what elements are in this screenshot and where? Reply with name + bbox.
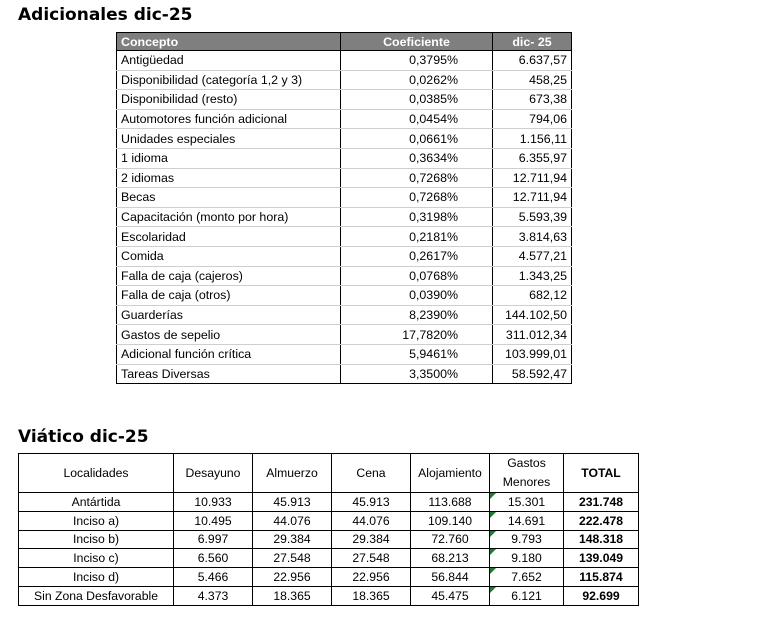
cell-importe: 3.814,63 xyxy=(493,227,572,247)
cell-concepto: Capacitación (monto por hora) xyxy=(117,207,341,227)
header-localidades: Localidades xyxy=(19,454,174,493)
cell-concepto: Becas xyxy=(117,188,341,208)
cell-importe: 1.343,25 xyxy=(493,266,572,286)
cell-total: 231.748 xyxy=(564,493,639,512)
cell-value: 15.301 xyxy=(507,494,546,509)
header-concepto: Concepto xyxy=(117,33,341,51)
cell-coeficiente: 8,2390% xyxy=(341,305,493,325)
cell-concepto: Antigüedad xyxy=(117,51,341,71)
cell-cena: 45.913 xyxy=(332,493,411,512)
cell-concepto: 1 idioma xyxy=(117,148,341,168)
cell-concepto: Unidades especiales xyxy=(117,129,341,149)
cell-concepto: Comida xyxy=(117,246,341,266)
cell-coeficiente: 0,2617% xyxy=(341,246,493,266)
table-row xyxy=(117,305,572,325)
cell-concepto: Gastos de sepelio xyxy=(117,325,341,345)
cell-cena: 29.384 xyxy=(332,530,411,549)
comment-indicator-icon xyxy=(490,493,496,499)
table-row xyxy=(19,511,639,530)
table-row xyxy=(19,493,639,512)
cell-total: 115.874 xyxy=(564,568,639,587)
cell-importe: 673,38 xyxy=(493,90,572,110)
header-total: TOTAL xyxy=(564,454,639,493)
table-row xyxy=(117,325,572,345)
adicionales-body xyxy=(117,51,572,384)
header-almuerzo: Almuerzo xyxy=(253,454,332,493)
cell-coeficiente: 0,7268% xyxy=(341,168,493,188)
table-row xyxy=(117,227,572,247)
cell-cena: 27.548 xyxy=(332,549,411,568)
cell-importe: 311.012,34 xyxy=(493,325,572,345)
cell-concepto: Escolaridad xyxy=(117,227,341,247)
cell-value: 9.793 xyxy=(511,532,542,547)
cell-importe: 103.999,01 xyxy=(493,344,572,364)
cell-gastos-menores xyxy=(490,586,564,605)
comment-indicator-icon xyxy=(490,587,496,593)
cell-total: 139.049 xyxy=(564,549,639,568)
cell-total: 222.478 xyxy=(564,511,639,530)
table-row xyxy=(117,168,572,188)
table-row xyxy=(117,148,572,168)
header-desayuno: Desayuno xyxy=(174,454,253,493)
cell-desayuno: 5.466 xyxy=(174,568,253,587)
cell-coeficiente: 0,3795% xyxy=(341,51,493,71)
cell-coeficiente: 5,9461% xyxy=(341,344,493,364)
cell-value: 7.652 xyxy=(511,570,542,585)
adicionales-header-row xyxy=(117,33,572,51)
cell-alojamiento: 109.140 xyxy=(411,511,490,530)
cell-desayuno: 10.495 xyxy=(174,511,253,530)
cell-alojamiento: 56.844 xyxy=(411,568,490,587)
table-row xyxy=(117,70,572,90)
table-row xyxy=(117,129,572,149)
header-gastos-menores: Gastos Menores xyxy=(490,454,564,493)
cell-importe: 5.593,39 xyxy=(493,207,572,227)
cell-localidad: Inciso a) xyxy=(19,511,174,530)
cell-importe: 144.102,50 xyxy=(493,305,572,325)
table-row xyxy=(19,549,639,568)
cell-concepto: Tareas Diversas xyxy=(117,364,341,384)
comment-indicator-icon xyxy=(490,531,496,537)
cell-value: 6.121 xyxy=(511,588,542,603)
cell-importe: 6.637,57 xyxy=(493,51,572,71)
header-cena: Cena xyxy=(332,454,411,493)
cell-desayuno: 6.560 xyxy=(174,549,253,568)
cell-coeficiente: 17,7820% xyxy=(341,325,493,345)
cell-cena: 44.076 xyxy=(332,511,411,530)
cell-cena: 18.365 xyxy=(332,586,411,605)
cell-value: 14.691 xyxy=(507,513,546,528)
cell-gastos-menores xyxy=(490,493,564,512)
cell-desayuno: 10.933 xyxy=(174,493,253,512)
cell-importe: 12.711,94 xyxy=(493,188,572,208)
table-row xyxy=(117,207,572,227)
cell-value: 9.180 xyxy=(511,551,542,566)
cell-concepto: Disponibilidad (resto) xyxy=(117,90,341,110)
cell-concepto: Adicional función crítica xyxy=(117,344,341,364)
viatico-body xyxy=(19,493,639,606)
cell-concepto: 2 idiomas xyxy=(117,168,341,188)
cell-gastos-menores xyxy=(490,530,564,549)
cell-importe: 4.577,21 xyxy=(493,246,572,266)
cell-coeficiente: 0,7268% xyxy=(341,188,493,208)
cell-concepto: Guarderías xyxy=(117,305,341,325)
table-row xyxy=(117,109,572,129)
cell-concepto: Falla de caja (cajeros) xyxy=(117,266,341,286)
cell-concepto: Disponibilidad (categoría 1,2 y 3) xyxy=(117,70,341,90)
table-row xyxy=(117,266,572,286)
cell-gastos-menores xyxy=(490,511,564,530)
cell-gastos-menores xyxy=(490,549,564,568)
cell-total: 148.318 xyxy=(564,530,639,549)
cell-cena: 22.956 xyxy=(332,568,411,587)
cell-alojamiento: 72.760 xyxy=(411,530,490,549)
cell-concepto: Falla de caja (otros) xyxy=(117,286,341,306)
viatico-header-row xyxy=(19,454,639,493)
cell-alojamiento: 45.475 xyxy=(411,586,490,605)
cell-importe: 6.355,97 xyxy=(493,148,572,168)
cell-alojamiento: 68.213 xyxy=(411,549,490,568)
cell-coeficiente: 0,0262% xyxy=(341,70,493,90)
cell-importe: 12.711,94 xyxy=(493,168,572,188)
cell-coeficiente: 0,0390% xyxy=(341,286,493,306)
cell-almuerzo: 45.913 xyxy=(253,493,332,512)
cell-importe: 58.592,47 xyxy=(493,364,572,384)
cell-coeficiente: 0,0454% xyxy=(341,109,493,129)
cell-almuerzo: 22.956 xyxy=(253,568,332,587)
cell-desayuno: 4.373 xyxy=(174,586,253,605)
cell-localidad: Inciso b) xyxy=(19,530,174,549)
adicionales-table xyxy=(116,32,572,384)
cell-almuerzo: 44.076 xyxy=(253,511,332,530)
cell-coeficiente: 0,0661% xyxy=(341,129,493,149)
table-row xyxy=(117,90,572,110)
table-row xyxy=(117,246,572,266)
comment-indicator-icon xyxy=(490,512,496,518)
header-alojamiento: Alojamiento xyxy=(411,454,490,493)
cell-almuerzo: 27.548 xyxy=(253,549,332,568)
cell-importe: 1.156,11 xyxy=(493,129,572,149)
cell-coeficiente: 0,3198% xyxy=(341,207,493,227)
cell-importe: 458,25 xyxy=(493,70,572,90)
comment-indicator-icon xyxy=(490,549,496,555)
cell-localidad: Sin Zona Desfavorable xyxy=(19,586,174,605)
viatico-title: Viático dic-25 xyxy=(18,427,149,447)
table-row xyxy=(19,530,639,549)
table-row xyxy=(19,586,639,605)
comment-indicator-icon xyxy=(490,568,496,574)
cell-coeficiente: 0,2181% xyxy=(341,227,493,247)
cell-localidad: Inciso c) xyxy=(19,549,174,568)
cell-localidad: Inciso d) xyxy=(19,568,174,587)
cell-total: 92.699 xyxy=(564,586,639,605)
cell-almuerzo: 18.365 xyxy=(253,586,332,605)
table-row xyxy=(117,364,572,384)
cell-gastos-menores xyxy=(490,568,564,587)
table-row xyxy=(117,286,572,306)
header-dic-25: dic- 25 xyxy=(493,33,572,51)
cell-almuerzo: 29.384 xyxy=(253,530,332,549)
viatico-table xyxy=(18,453,639,606)
cell-localidad: Antártida xyxy=(19,493,174,512)
cell-coeficiente: 0,3634% xyxy=(341,148,493,168)
cell-coeficiente: 0,0385% xyxy=(341,90,493,110)
cell-importe: 794,06 xyxy=(493,109,572,129)
header-coeficiente: Coeficiente xyxy=(341,33,493,51)
cell-coeficiente: 3,3500% xyxy=(341,364,493,384)
cell-concepto: Automotores función adicional xyxy=(117,109,341,129)
table-row xyxy=(117,344,572,364)
cell-alojamiento: 113.688 xyxy=(411,493,490,512)
cell-importe: 682,12 xyxy=(493,286,572,306)
table-row xyxy=(117,188,572,208)
cell-desayuno: 6.997 xyxy=(174,530,253,549)
table-row xyxy=(117,51,572,71)
table-row xyxy=(19,568,639,587)
cell-coeficiente: 0,0768% xyxy=(341,266,493,286)
adicionales-title: Adicionales dic-25 xyxy=(18,5,193,25)
